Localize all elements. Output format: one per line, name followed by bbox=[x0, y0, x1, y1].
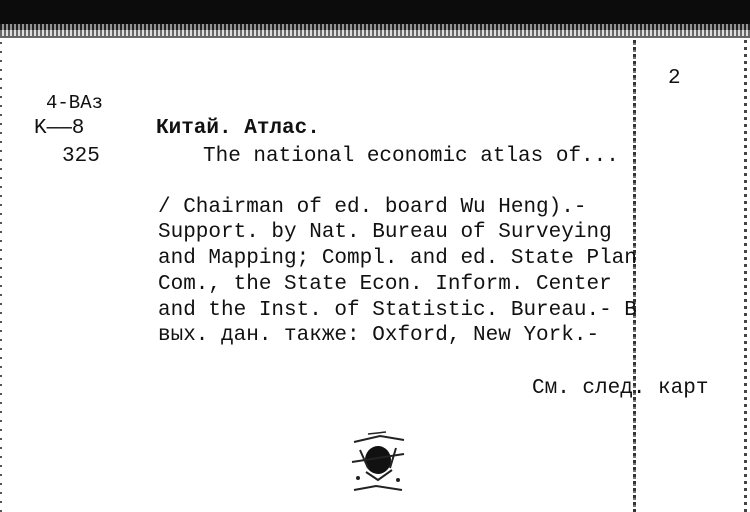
call-number-line-2: K——8 bbox=[34, 117, 85, 140]
body-line: and the Inst. of Statistic. Bureau.- B bbox=[158, 299, 637, 322]
library-stamp-icon bbox=[346, 428, 410, 494]
call-number-line-3: 325 bbox=[62, 145, 100, 168]
scan-top-strip bbox=[0, 24, 750, 36]
card-title: The national economic atlas of... bbox=[203, 145, 619, 168]
scan-top-line bbox=[0, 36, 750, 38]
scan-right-edge bbox=[744, 40, 747, 512]
body-line: Com., the State Econ. Inform. Center bbox=[158, 273, 612, 296]
call-number-line-1: 4-BAз bbox=[46, 92, 104, 114]
scan-left-edge bbox=[0, 40, 2, 512]
body-line: Support. by Nat. Bureau of Surveying bbox=[158, 221, 612, 244]
body-line: / Chairman of ed. board Wu Heng).- bbox=[158, 196, 587, 219]
body-line: вых. дан. также: Oxford, New York.- bbox=[158, 324, 600, 347]
card-fold-line bbox=[633, 38, 636, 512]
body-line: and Mapping; Compl. and ed. State Plan bbox=[158, 247, 637, 270]
see-next-card-note: См. след. карт bbox=[532, 377, 709, 400]
card-heading: Китай. Атлас. bbox=[156, 117, 320, 140]
card-number: 2 bbox=[668, 67, 681, 90]
